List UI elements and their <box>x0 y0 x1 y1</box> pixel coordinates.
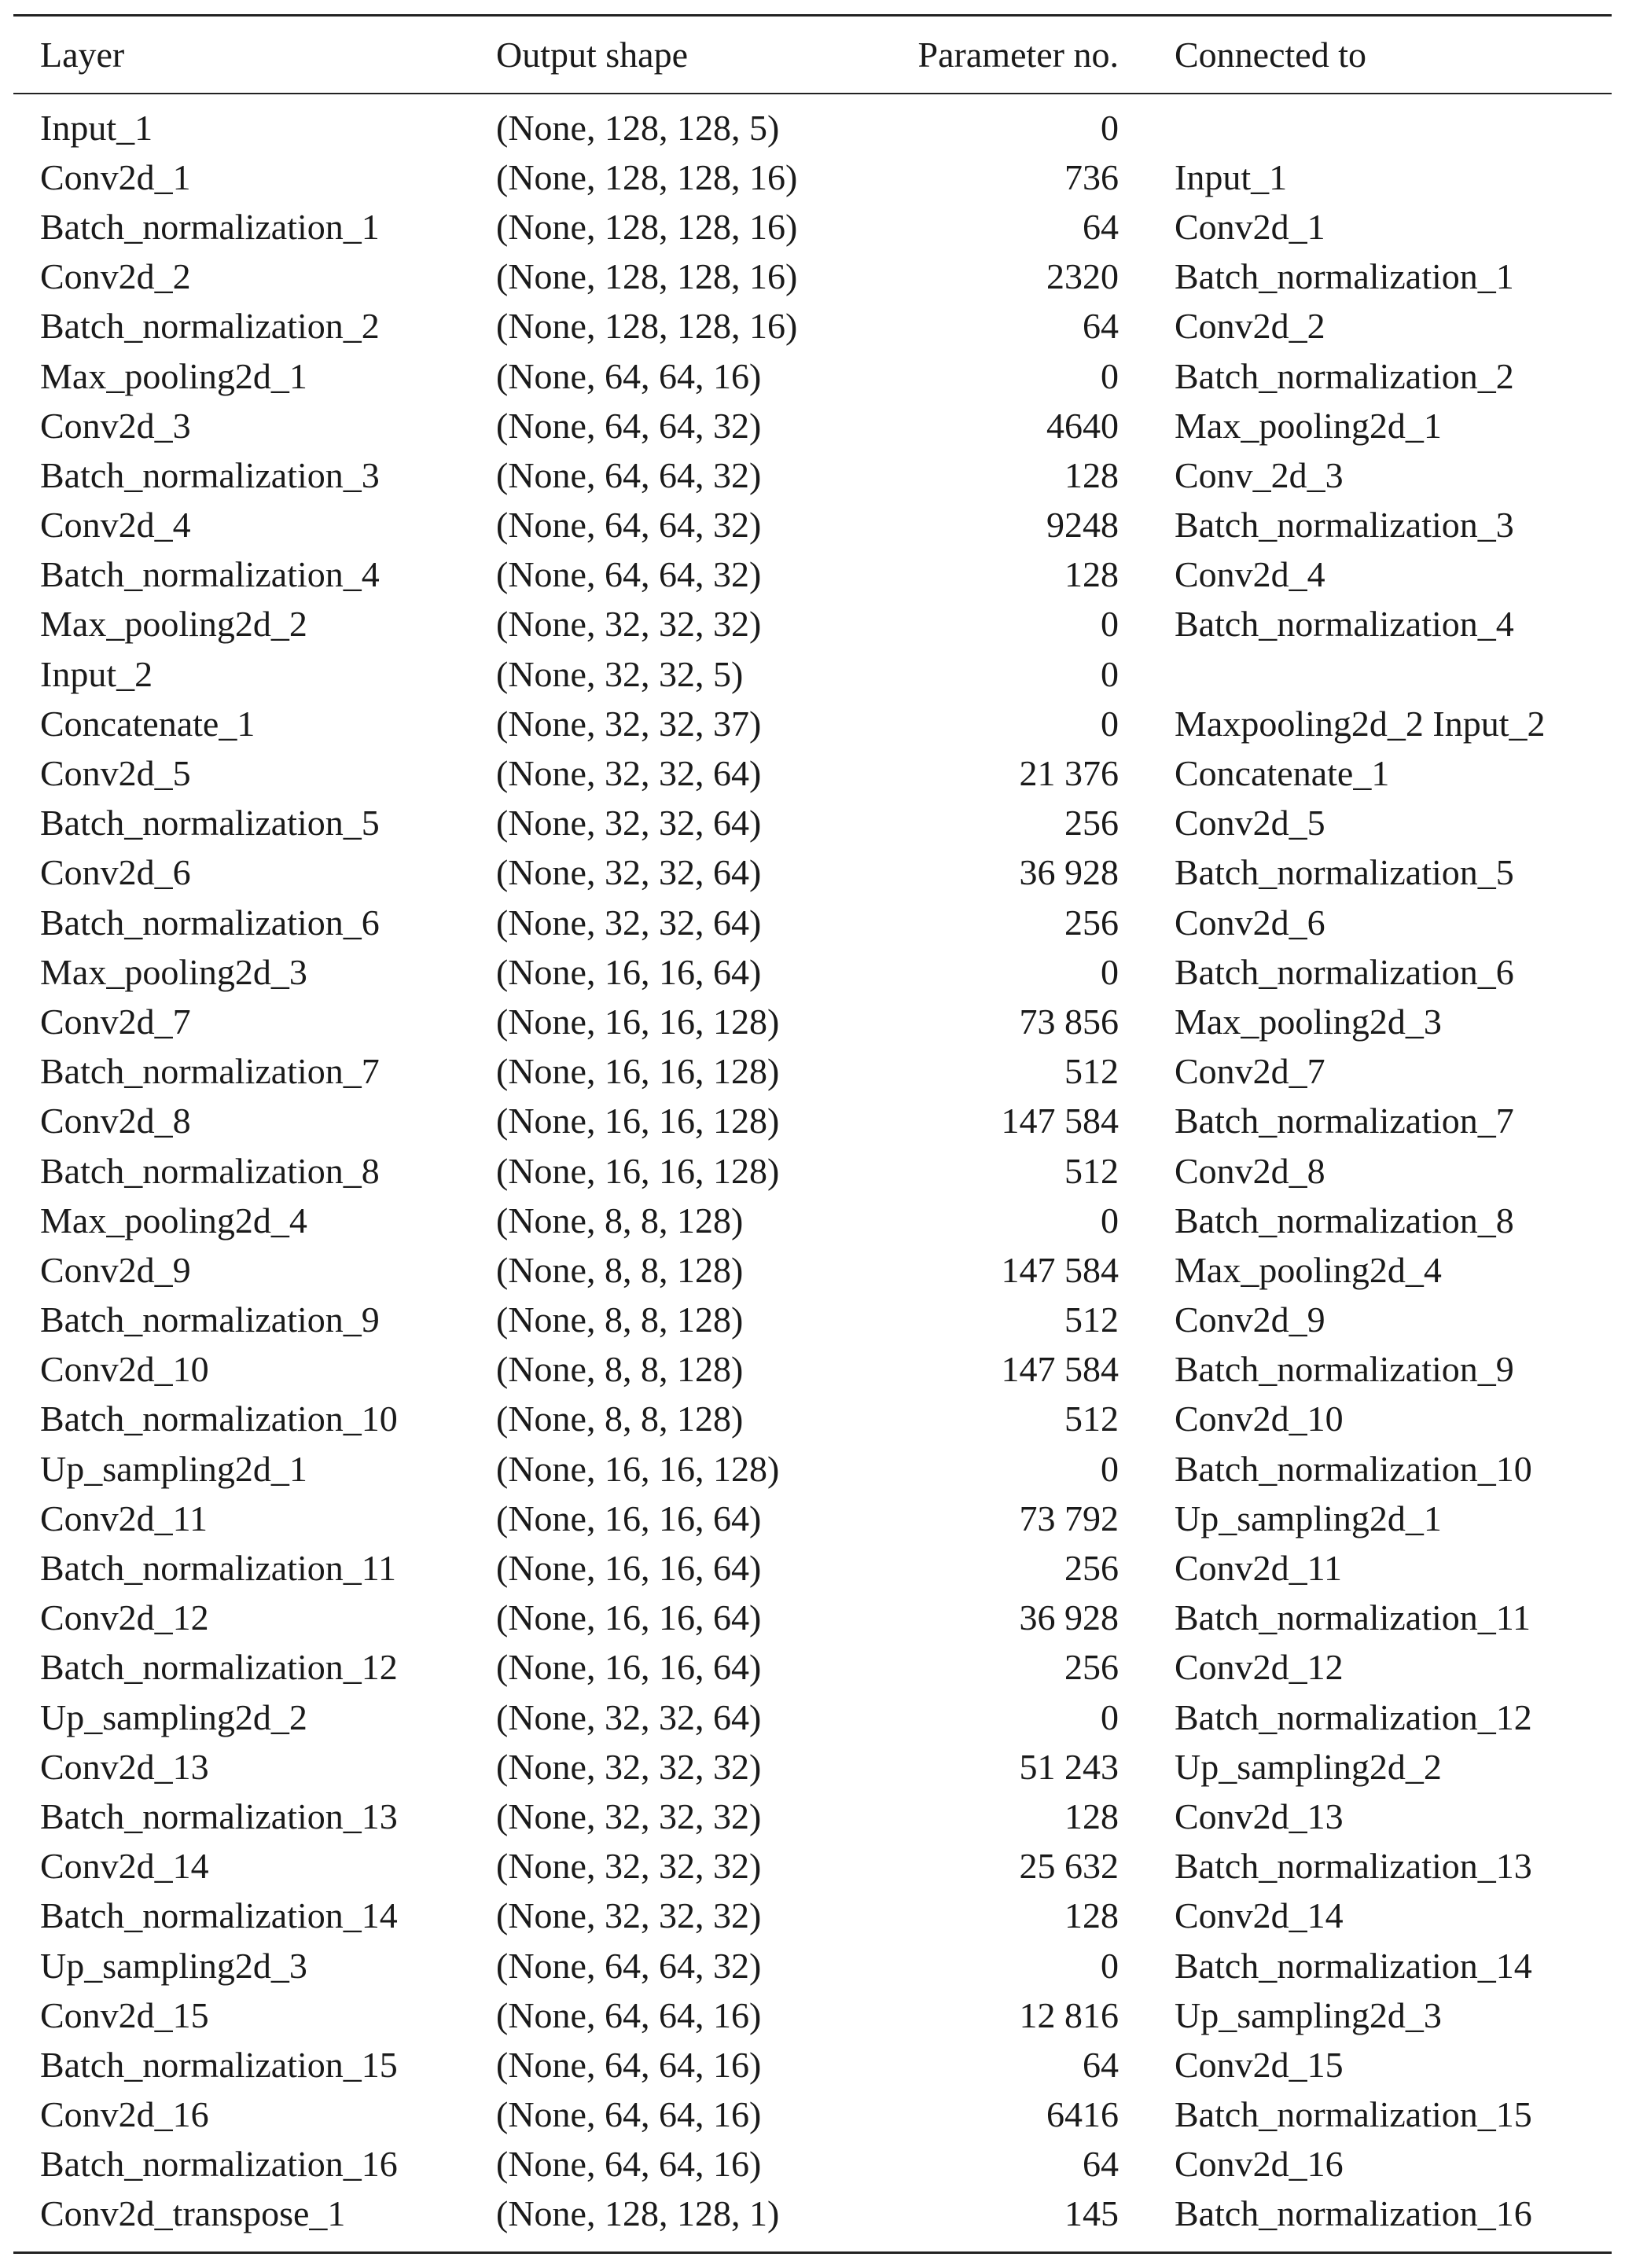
cell-parameter-no: 256 <box>1064 803 1119 844</box>
cell-connected-to: Max_pooling2d_3 <box>1175 1001 1442 1042</box>
cell-parameter-no: 36 928 <box>1019 1597 1119 1638</box>
cell-layer: Max_pooling2d_1 <box>40 355 307 396</box>
cell-layer: Conv2d_10 <box>40 1349 209 1390</box>
table-row <box>13 898 1612 947</box>
table-row <box>13 103 1612 153</box>
cell-connected-to: Up_sampling2d_2 <box>1175 1746 1442 1787</box>
cell-parameter-no: 147 584 <box>1001 1101 1119 1141</box>
cell-connected-to: Batch_normalization_14 <box>1175 1945 1532 1986</box>
cell-parameter-no: 0 <box>1101 653 1119 694</box>
cell-connected-to: Conv2d_12 <box>1175 1647 1344 1688</box>
cell-output-shape: (None, 16, 16, 128) <box>496 1101 780 1141</box>
cell-parameter-no: 51 243 <box>1019 1746 1119 1787</box>
cell-output-shape: (None, 32, 32, 32) <box>496 1796 762 1836</box>
cell-layer: Conv2d_8 <box>40 1101 191 1141</box>
table-row <box>13 302 1612 351</box>
cell-output-shape: (None, 8, 8, 128) <box>496 1349 744 1390</box>
cell-output-shape: (None, 16, 16, 64) <box>496 1647 762 1688</box>
cell-layer: Batch_normalization_13 <box>40 1796 398 1836</box>
cell-connected-to: Conv2d_15 <box>1175 2044 1344 2085</box>
cell-connected-to: Batch_normalization_7 <box>1175 1101 1514 1141</box>
cell-layer: Conv2d_2 <box>40 256 191 297</box>
cell-parameter-no: 128 <box>1064 1796 1119 1836</box>
table-row <box>13 351 1612 401</box>
cell-parameter-no: 0 <box>1101 951 1119 992</box>
cell-layer: Batch_normalization_10 <box>40 1399 398 1439</box>
cell-parameter-no: 256 <box>1064 1548 1119 1589</box>
cell-layer: Batch_normalization_15 <box>40 2044 398 2085</box>
cell-output-shape: (None, 64, 64, 32) <box>496 1945 762 1986</box>
cell-layer: Conv2d_6 <box>40 852 191 893</box>
cell-connected-to: Batch_normalization_12 <box>1175 1696 1532 1737</box>
cell-connected-to: Conv2d_10 <box>1175 1399 1344 1439</box>
cell-output-shape: (None, 32, 32, 64) <box>496 803 762 844</box>
table-row <box>13 1643 1612 1693</box>
cell-layer: Conv2d_7 <box>40 1001 191 1042</box>
table-row <box>13 699 1612 748</box>
cell-output-shape: (None, 8, 8, 128) <box>496 1249 744 1290</box>
cell-output-shape: (None, 32, 32, 64) <box>496 902 762 943</box>
cell-connected-to: Batch_normalization_4 <box>1175 604 1514 645</box>
cell-layer: Concatenate_1 <box>40 703 256 744</box>
cell-parameter-no: 128 <box>1064 454 1119 495</box>
cell-parameter-no: 73 856 <box>1019 1001 1119 1042</box>
cell-connected-to: Batch_normalization_13 <box>1175 1846 1532 1887</box>
cell-output-shape: (None, 32, 32, 5) <box>496 653 744 694</box>
table-row <box>13 748 1612 798</box>
cell-output-shape: (None, 32, 32, 64) <box>496 1696 762 1737</box>
cell-output-shape: (None, 128, 128, 16) <box>496 306 798 347</box>
cell-output-shape: (None, 16, 16, 128) <box>496 1150 780 1191</box>
table-row <box>13 997 1612 1046</box>
cell-parameter-no: 256 <box>1064 1647 1119 1688</box>
table-row <box>13 1990 1612 2040</box>
cell-output-shape: (None, 16, 16, 128) <box>496 1001 780 1042</box>
table-row <box>13 1891 1612 1941</box>
cell-output-shape: (None, 16, 16, 64) <box>496 1498 762 1538</box>
cell-layer: Conv2d_transpose_1 <box>40 2193 346 2234</box>
cell-output-shape: (None, 64, 64, 32) <box>496 505 762 546</box>
table-row <box>13 947 1612 997</box>
cell-parameter-no: 147 584 <box>1001 1249 1119 1290</box>
cell-output-shape: (None, 32, 32, 64) <box>496 852 762 893</box>
cell-output-shape: (None, 64, 64, 16) <box>496 2094 762 2135</box>
table-row <box>13 1693 1612 1742</box>
cell-parameter-no: 736 <box>1064 156 1119 197</box>
cell-parameter-no: 145 <box>1064 2193 1119 2234</box>
cell-parameter-no: 64 <box>1083 2144 1119 2185</box>
cell-output-shape: (None, 64, 64, 16) <box>496 2144 762 2185</box>
cell-output-shape: (None, 128, 128, 5) <box>496 107 780 148</box>
cell-connected-to: Batch_normalization_15 <box>1175 2094 1532 2135</box>
header-connected-to: Connected to <box>1175 34 1366 75</box>
cell-connected-to: Conv2d_7 <box>1175 1051 1325 1092</box>
cell-layer: Batch_normalization_5 <box>40 803 380 844</box>
cell-layer: Max_pooling2d_3 <box>40 951 307 992</box>
cell-connected-to: Batch_normalization_1 <box>1175 256 1514 297</box>
cell-connected-to: Batch_normalization_9 <box>1175 1349 1514 1390</box>
cell-layer: Batch_normalization_6 <box>40 902 380 943</box>
cell-output-shape: (None, 32, 32, 32) <box>496 604 762 645</box>
table-row <box>13 450 1612 500</box>
cell-parameter-no: 4640 <box>1046 405 1119 446</box>
cell-layer: Batch_normalization_1 <box>40 206 380 247</box>
cell-parameter-no: 0 <box>1101 703 1119 744</box>
table-row <box>13 550 1612 600</box>
cell-layer: Batch_normalization_9 <box>40 1299 380 1340</box>
cell-layer: Conv2d_14 <box>40 1846 209 1887</box>
table-row <box>13 1494 1612 1543</box>
cell-parameter-no: 512 <box>1064 1299 1119 1340</box>
cell-connected-to: Conv2d_16 <box>1175 2144 1344 2185</box>
cell-parameter-no: 25 632 <box>1019 1846 1119 1887</box>
cell-output-shape: (None, 32, 32, 32) <box>496 1846 762 1887</box>
cell-parameter-no: 0 <box>1101 604 1119 645</box>
cell-output-shape: (None, 32, 32, 32) <box>496 1746 762 1787</box>
cell-connected-to: Conv2d_5 <box>1175 803 1325 844</box>
table-row <box>13 153 1612 202</box>
cell-connected-to: Batch_normalization_6 <box>1175 951 1514 992</box>
cell-parameter-no: 36 928 <box>1019 852 1119 893</box>
cell-layer: Max_pooling2d_4 <box>40 1200 307 1241</box>
cell-connected-to: Conv2d_14 <box>1175 1895 1344 1936</box>
cell-connected-to: Max_pooling2d_4 <box>1175 1249 1442 1290</box>
cell-output-shape: (None, 128, 128, 16) <box>496 206 798 247</box>
cell-layer: Input_1 <box>40 107 153 148</box>
table-row <box>13 1742 1612 1792</box>
cell-parameter-no: 147 584 <box>1001 1349 1119 1390</box>
table-row <box>13 2040 1612 2090</box>
cell-connected-to: Conv2d_8 <box>1175 1150 1325 1191</box>
cell-layer: Conv2d_11 <box>40 1498 208 1538</box>
cell-output-shape: (None, 16, 16, 64) <box>496 1548 762 1589</box>
cell-connected-to: Input_1 <box>1175 156 1288 197</box>
cell-parameter-no: 128 <box>1064 554 1119 595</box>
cell-layer: Conv2d_4 <box>40 505 191 546</box>
cell-output-shape: (None, 16, 16, 64) <box>496 1597 762 1638</box>
cell-layer: Input_2 <box>40 653 153 694</box>
table-row <box>13 1792 1612 1841</box>
table-row <box>13 1395 1612 1444</box>
cell-layer: Conv2d_13 <box>40 1746 209 1787</box>
cell-parameter-no: 0 <box>1101 1200 1119 1241</box>
cell-layer: Conv2d_1 <box>40 156 191 197</box>
cell-parameter-no: 6416 <box>1046 2094 1119 2135</box>
cell-connected-to: Batch_normalization_8 <box>1175 1200 1514 1241</box>
cell-layer: Batch_normalization_4 <box>40 554 380 595</box>
table-row <box>13 649 1612 699</box>
cell-layer: Batch_normalization_16 <box>40 2144 398 2185</box>
cell-connected-to: Conv2d_1 <box>1175 206 1325 247</box>
table-row <box>13 252 1612 302</box>
header-parameter-no: Parameter no. <box>917 34 1119 75</box>
cell-connected-to: Conv2d_6 <box>1175 902 1325 943</box>
cell-parameter-no: 64 <box>1083 306 1119 347</box>
table-row <box>13 600 1612 649</box>
table-row <box>13 799 1612 848</box>
cell-parameter-no: 256 <box>1064 902 1119 943</box>
cell-connected-to: Up_sampling2d_3 <box>1175 1994 1442 2035</box>
table-row <box>13 848 1612 898</box>
cell-layer: Batch_normalization_3 <box>40 454 380 495</box>
cell-parameter-no: 21 376 <box>1019 753 1119 794</box>
cell-parameter-no: 512 <box>1064 1150 1119 1191</box>
cell-connected-to: Conv_2d_3 <box>1175 454 1344 495</box>
cell-connected-to: Concatenate_1 <box>1175 753 1390 794</box>
table-row <box>13 2090 1612 2140</box>
cell-layer: Batch_normalization_2 <box>40 306 380 347</box>
table-row <box>13 202 1612 252</box>
cell-parameter-no: 12 816 <box>1019 1994 1119 2035</box>
cell-layer: Up_sampling2d_1 <box>40 1448 307 1489</box>
cell-output-shape: (None, 64, 64, 32) <box>496 405 762 446</box>
cell-connected-to: Conv2d_9 <box>1175 1299 1325 1340</box>
table-row <box>13 1345 1612 1395</box>
table-row <box>13 1593 1612 1643</box>
cell-output-shape: (None, 64, 64, 16) <box>496 355 762 396</box>
cell-output-shape: (None, 8, 8, 128) <box>496 1200 744 1241</box>
table-row <box>13 1444 1612 1494</box>
cell-layer: Batch_normalization_11 <box>40 1548 397 1589</box>
cell-output-shape: (None, 32, 32, 32) <box>496 1895 762 1936</box>
cell-connected-to: Batch_normalization_2 <box>1175 355 1514 396</box>
cell-output-shape: (None, 8, 8, 128) <box>496 1399 744 1439</box>
table-row <box>13 1543 1612 1593</box>
cell-connected-to: Batch_normalization_5 <box>1175 852 1514 893</box>
cell-layer: Batch_normalization_14 <box>40 1895 398 1936</box>
cell-parameter-no: 0 <box>1101 355 1119 396</box>
cell-layer: Up_sampling2d_3 <box>40 1945 307 1986</box>
cell-layer: Conv2d_15 <box>40 1994 209 2035</box>
cell-connected-to: Batch_normalization_3 <box>1175 505 1514 546</box>
cell-parameter-no: 0 <box>1101 1696 1119 1737</box>
cell-layer: Max_pooling2d_2 <box>40 604 307 645</box>
cell-output-shape: (None, 8, 8, 128) <box>496 1299 744 1340</box>
cell-output-shape: (None, 64, 64, 16) <box>496 2044 762 2085</box>
cell-output-shape: (None, 16, 16, 128) <box>496 1051 780 1092</box>
bottom-rule <box>13 2251 1612 2254</box>
cell-layer: Conv2d_12 <box>40 1597 209 1638</box>
table-row <box>13 2189 1612 2239</box>
cell-parameter-no: 73 792 <box>1019 1498 1119 1538</box>
cell-layer: Up_sampling2d_2 <box>40 1696 307 1737</box>
cell-output-shape: (None, 128, 128, 1) <box>496 2193 780 2234</box>
cell-parameter-no: 2320 <box>1046 256 1119 297</box>
cell-output-shape: (None, 128, 128, 16) <box>496 156 798 197</box>
cell-connected-to: Batch_normalization_11 <box>1175 1597 1531 1638</box>
cell-output-shape: (None, 32, 32, 37) <box>496 703 762 744</box>
cell-connected-to: Conv2d_13 <box>1175 1796 1344 1836</box>
cell-layer: Conv2d_9 <box>40 1249 191 1290</box>
cell-parameter-no: 128 <box>1064 1895 1119 1936</box>
cell-output-shape: (None, 16, 16, 128) <box>496 1448 780 1489</box>
cell-connected-to: Up_sampling2d_1 <box>1175 1498 1442 1538</box>
cell-layer: Batch_normalization_7 <box>40 1051 380 1092</box>
header-layer: Layer <box>40 34 125 75</box>
table-row <box>13 1941 1612 1990</box>
cell-parameter-no: 0 <box>1101 1945 1119 1986</box>
table-header-row <box>13 17 1612 93</box>
cell-layer: Conv2d_3 <box>40 405 191 446</box>
cell-connected-to: Conv2d_4 <box>1175 554 1325 595</box>
cell-parameter-no: 0 <box>1101 1448 1119 1489</box>
cell-parameter-no: 9248 <box>1046 505 1119 546</box>
table-row <box>13 1296 1612 1345</box>
cell-output-shape: (None, 16, 16, 64) <box>496 951 762 992</box>
cell-parameter-no: 0 <box>1101 107 1119 148</box>
cell-layer: Batch_normalization_12 <box>40 1647 398 1688</box>
cell-connected-to: Conv2d_2 <box>1175 306 1325 347</box>
cell-connected-to: Batch_normalization_10 <box>1175 1448 1532 1489</box>
cell-layer: Conv2d_16 <box>40 2094 209 2135</box>
header-output-shape: Output shape <box>496 34 689 75</box>
table-row <box>13 1097 1612 1146</box>
cell-connected-to: Max_pooling2d_1 <box>1175 405 1442 446</box>
table-row <box>13 1245 1612 1295</box>
cell-output-shape: (None, 128, 128, 16) <box>496 256 798 297</box>
table-row <box>13 501 1612 550</box>
table-row <box>13 1146 1612 1196</box>
cell-output-shape: (None, 64, 64, 16) <box>496 1994 762 2035</box>
cell-parameter-no: 64 <box>1083 2044 1119 2085</box>
table-row <box>13 1047 1612 1097</box>
table-body <box>13 94 1612 2251</box>
cell-connected-to: Batch_normalization_16 <box>1175 2193 1532 2234</box>
layer-table <box>13 14 1612 2254</box>
table-row <box>13 1196 1612 1245</box>
cell-output-shape: (None, 64, 64, 32) <box>496 554 762 595</box>
cell-parameter-no: 512 <box>1064 1051 1119 1092</box>
table-row <box>13 1842 1612 1891</box>
cell-layer: Conv2d_5 <box>40 753 191 794</box>
cell-output-shape: (None, 32, 32, 64) <box>496 753 762 794</box>
cell-parameter-no: 512 <box>1064 1399 1119 1439</box>
cell-parameter-no: 64 <box>1083 206 1119 247</box>
cell-connected-to: Maxpooling2d_2 Input_2 <box>1175 703 1546 744</box>
cell-connected-to: Conv2d_11 <box>1175 1548 1342 1589</box>
cell-layer: Batch_normalization_8 <box>40 1150 380 1191</box>
table-row <box>13 401 1612 450</box>
table-row <box>13 2140 1612 2189</box>
cell-output-shape: (None, 64, 64, 32) <box>496 454 762 495</box>
